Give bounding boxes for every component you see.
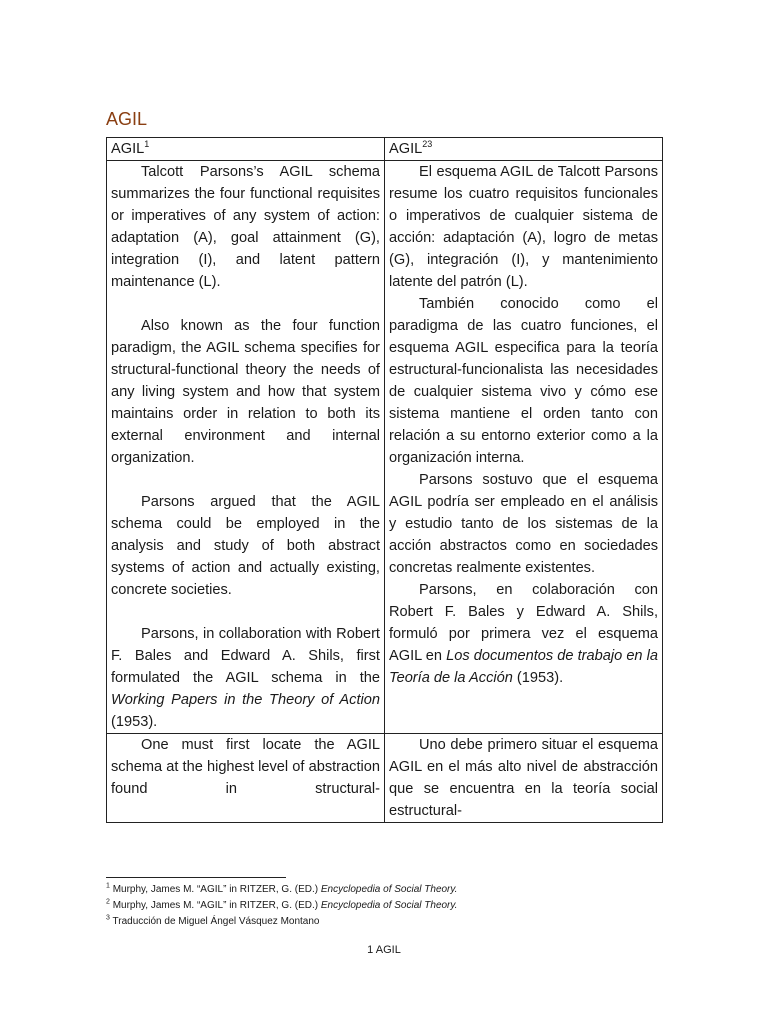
footnote-ref: 23: [422, 139, 433, 150]
header-cell-spanish: [385, 138, 663, 161]
footnote: [106, 914, 457, 930]
footnote-mark: 2: [106, 898, 110, 906]
paragraph: Uno debe primero situar el esquema AGIL en el más alto nivel de abstracción que se encuentra en la teoría social estructural-: [389, 737, 658, 819]
book-title: Working Papers in the Theory of Action: [111, 692, 380, 708]
table-header-row: [107, 138, 663, 161]
paragraph-text: Parsons, in collaboration with Robert F. Bales and Edward A. Shils, first formulated the AGIL schema in the: [111, 626, 380, 686]
table-row: [107, 734, 663, 823]
paragraph: One must first locate the AGIL schema at the highest level of abstraction found in structural-: [111, 737, 380, 797]
footnote-text: Murphy, James M. “AGIL” in RITZER, G. (ED.): [112, 900, 321, 911]
paragraph: [389, 579, 658, 689]
footnote: [106, 882, 457, 898]
footnote: [106, 898, 457, 914]
spanish-cell: [385, 734, 663, 823]
footnote-title: Encyclopedia of Social Theory.: [320, 900, 458, 911]
paragraph: También conocido como el paradigma de las cuatro funciones, el esquema AGIL especifica para la teoría estructural-funcionalista las necesidades de cualquier sistema vivo y cómo ese sistema mantiene el orden tanto con relación a su entorno exterior como a la organización interna.: [389, 296, 658, 466]
footnote-mark: 3: [106, 914, 110, 922]
header-cell-english: [107, 138, 385, 161]
table-row: [107, 161, 663, 734]
spanish-cell: [385, 161, 663, 734]
paragraph-text: (1953).: [512, 670, 564, 686]
agil-table: [106, 137, 663, 823]
paragraph: [111, 623, 380, 733]
english-cell: [107, 161, 385, 734]
footnote-mark: 1: [106, 882, 110, 890]
footnote-text: Murphy, James M. “AGIL” in RITZER, G. (ED.): [112, 884, 321, 895]
header-label: AGIL: [389, 141, 423, 157]
footnote-separator: [106, 877, 286, 878]
english-cell: [107, 734, 385, 823]
paragraph: Parsons argued that the AGIL schema could be employed in the analysis and study of both abstract systems of action and actually existing, concrete societies.: [111, 494, 380, 598]
paragraph-text: Parsons, en colaboración con Robert F. Bales y Edward A. Shils, formuló por primera vez el esquema AGIL en: [389, 582, 658, 664]
section-heading: AGIL: [106, 109, 148, 129]
paragraph: El esquema AGIL de Talcott Parsons resume los cuatro requisitos funcionales o imperativos de cualquier sistema de acción: adaptación (A), logro de metas (G), integración (I), y mantenimiento latente del patrón (L).: [389, 164, 658, 290]
paragraph: Also known as the four function paradigm, the AGIL schema specifies for structural-functional theory the needs of any living system and how that system maintains order in relation to both its external environment and internal organization.: [111, 318, 380, 466]
header-label: AGIL: [111, 141, 145, 157]
paragraph: Talcott Parsons’s AGIL schema summarizes the four functional requisites or imperatives of any system of action: adaptation (A), goal attainment (G), integration (I), and latent pattern maintenance (L).: [111, 164, 380, 290]
paragraph-text: (1953).: [111, 714, 158, 730]
footnotes: [106, 882, 457, 930]
footnote-text: Traducción de Miguel Ángel Vásquez Montano: [112, 916, 320, 927]
footnote-ref: 1: [144, 139, 150, 150]
paragraph: Parsons sostuvo que el esquema AGIL podría ser empleado en el análisis y estudio tanto de los sistemas de la acción abstractos como en sociedades concretas realmente existentes.: [389, 472, 658, 576]
page-footer: 1 AGIL: [367, 944, 401, 956]
footnote-title: Encyclopedia of Social Theory.: [320, 884, 458, 895]
book-title: Los documentos de trabajo en la Teoría de la Acción: [389, 648, 658, 686]
